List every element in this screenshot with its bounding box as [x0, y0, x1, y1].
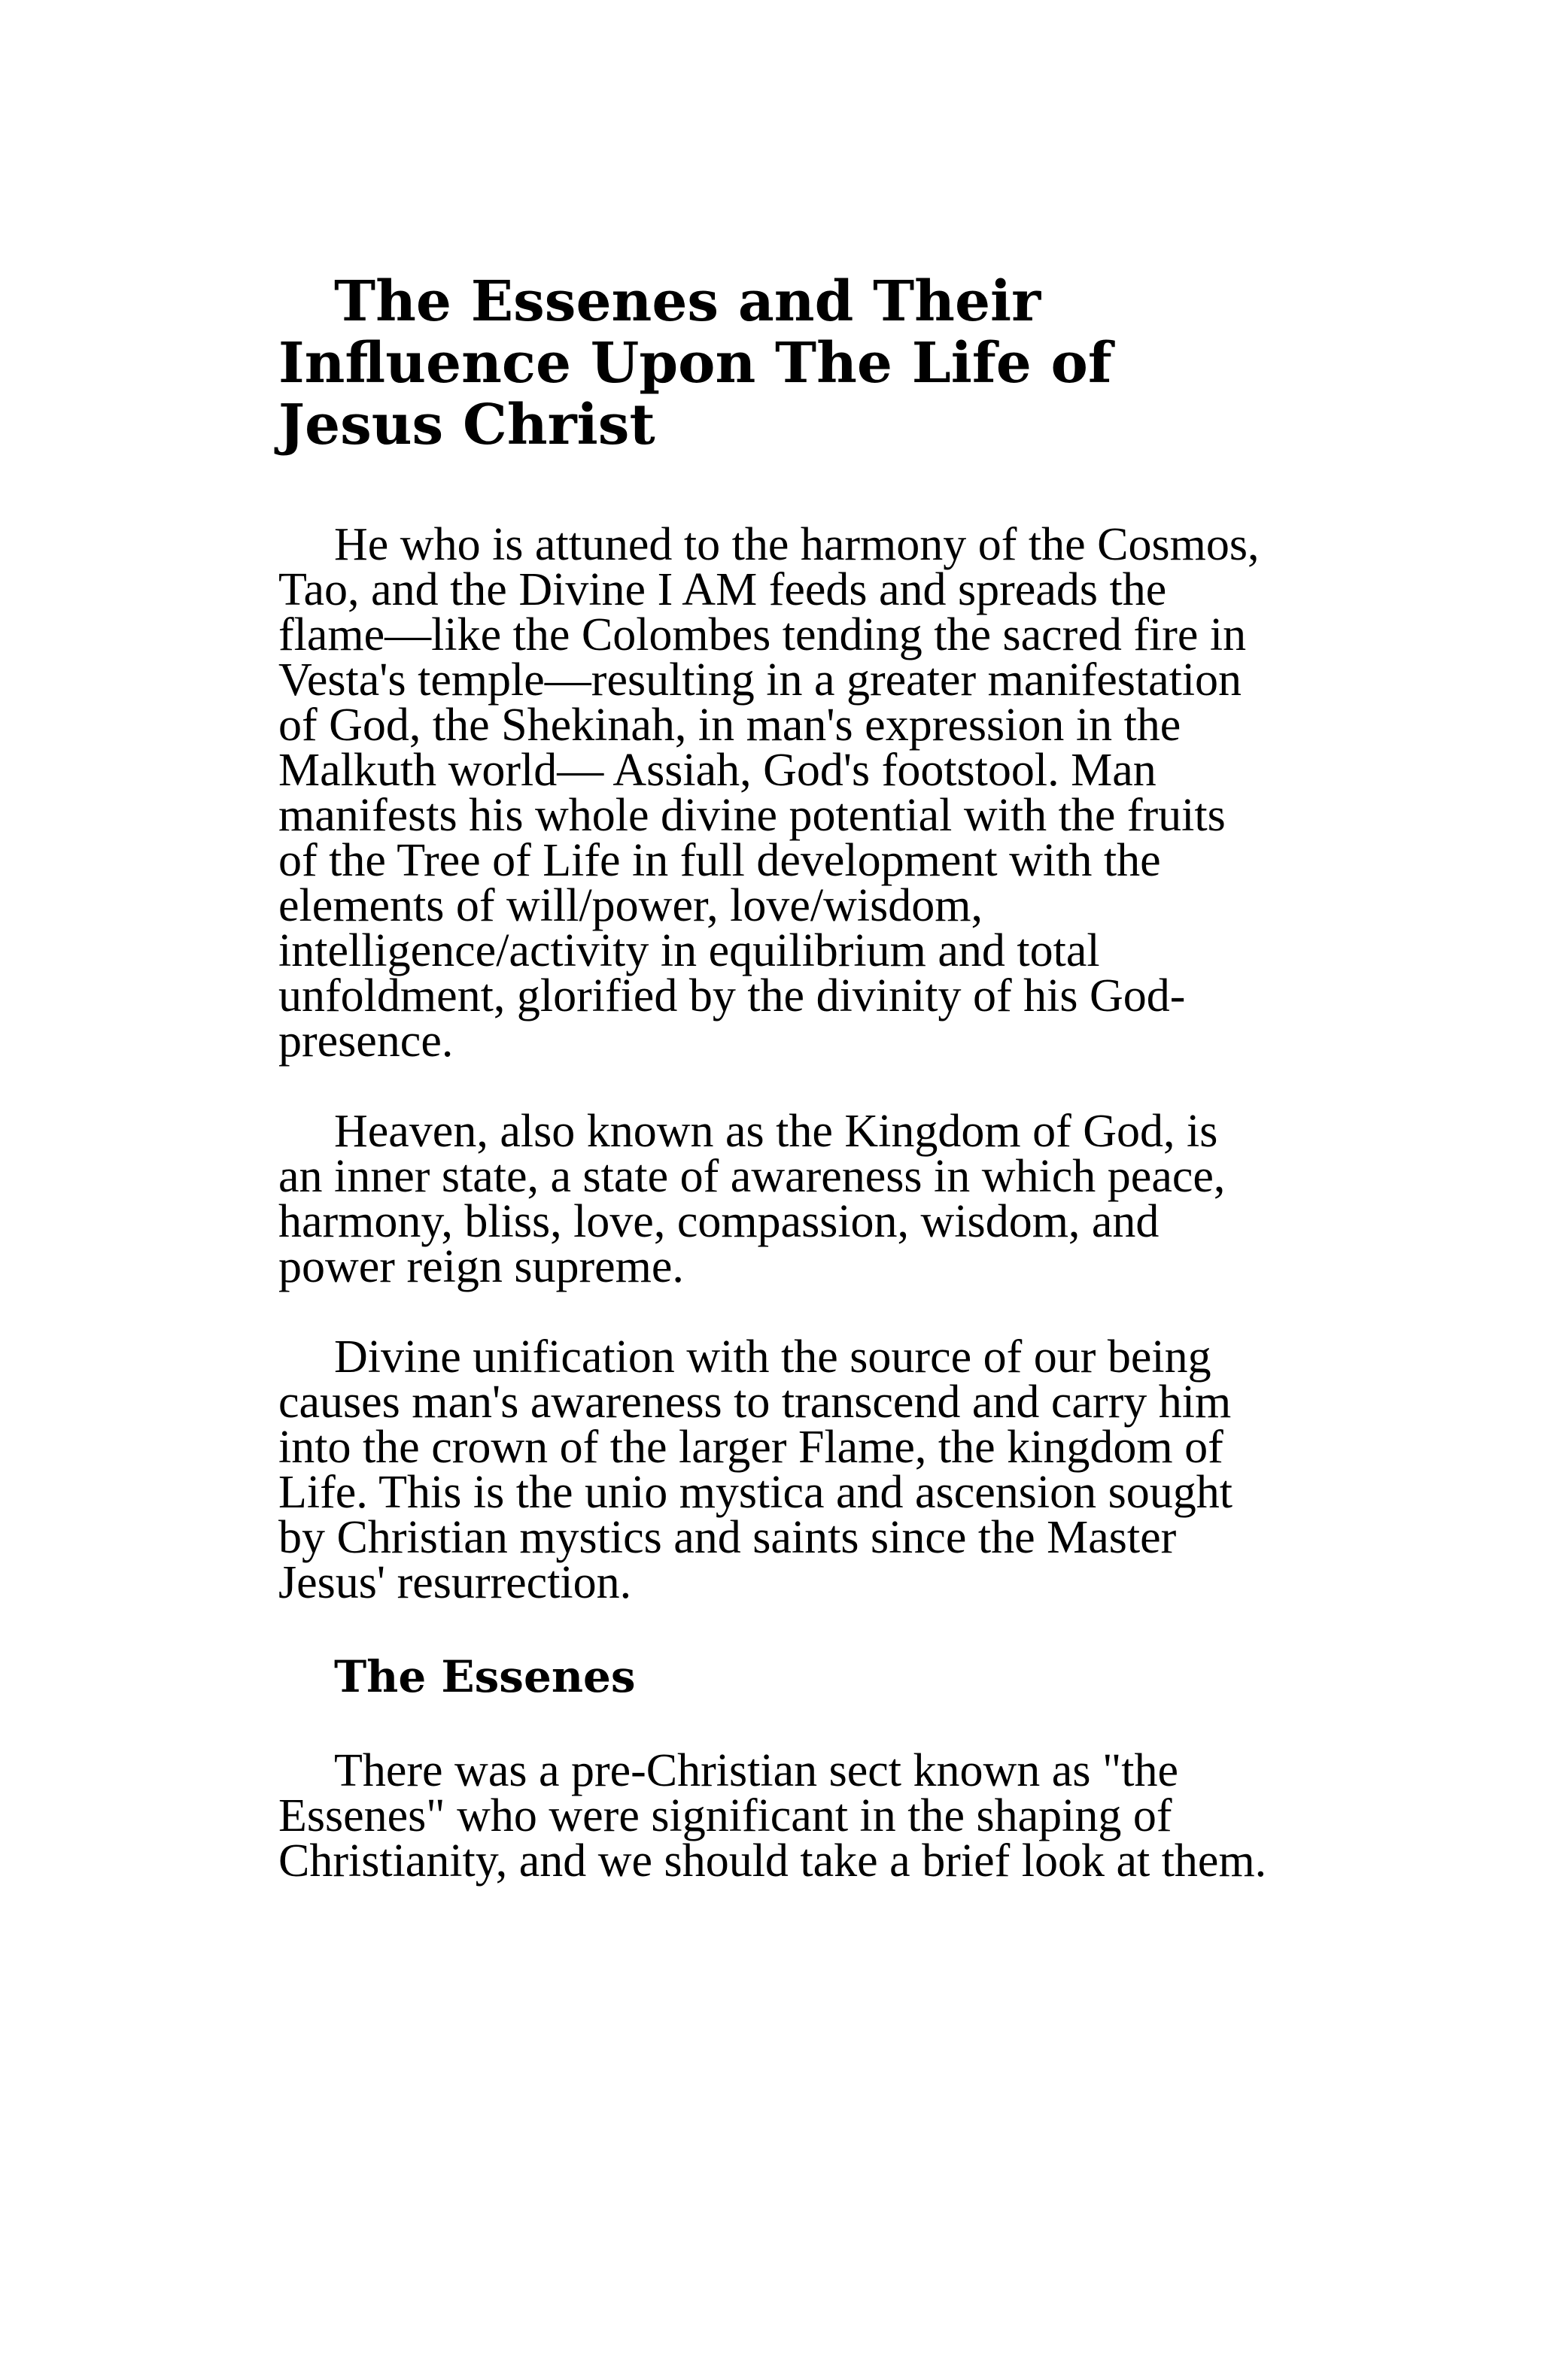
section-heading: The Essenes	[334, 1651, 636, 1702]
book-page	[278, 271, 1272, 1929]
chapter-title: The Essenes and Their Influence Upon The Life of Jesus Christ	[278, 269, 1112, 457]
paragraph-divine-unification: Divine unification with the source of our being causes man's awareness to transcend and carry him into the crown of the larger Flame, the kingdom of Life. This is the unio mystica and ascension sought by Christian mystics and saints since the Master Jesus' resurrection.	[278, 1331, 1232, 1608]
paragraph-attunement: He who is attuned to the harmony of the Cosmos, Tao, and the Divine I AM feeds and spreads the flame—like the Colombes tending the sacred fire in Vesta's temple—resulting in a greater manifestation of God, the Shekinah, in man's expression in the Malkuth world— Assiah, God's footstool. Man manifests his whole divine potential with the fruits of the Tree of Life in full development with the elements of will/power, love/wisdom, intelligence/activity in equilibrium and total unfoldment, glorified by the divinity of his God-presence.	[278, 519, 1260, 1067]
paragraph-heaven: Heaven, also known as the Kingdom of God, is an inner state, a state of awareness in which peace, harmony, bliss, love, compassion, wisdom, and power reign supreme.	[278, 1106, 1226, 1292]
paragraph-essenes-intro: There was a pre-Christian sect known as "the Essenes" who were significant in the shaping of Christianity, and we should take a brief look at them.	[278, 1745, 1267, 1887]
